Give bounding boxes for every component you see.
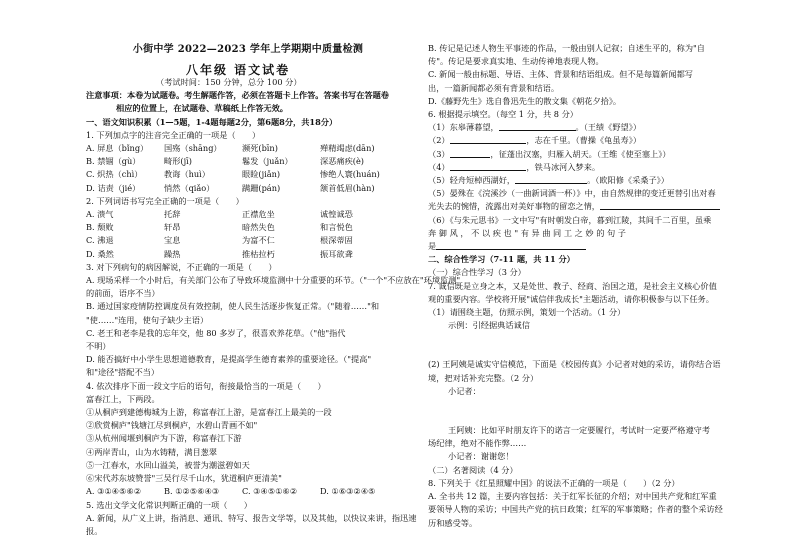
question-6-items bbox=[428, 121, 740, 187]
question-5-option-b: B. 传记是记述人物生平事迹的作品，一般由别人记叙；自述生平的，称为"自 bbox=[428, 43, 705, 53]
option-cell: 暗然失色 bbox=[242, 222, 275, 233]
question-4-option: D. ①⑥③②④⑤ bbox=[320, 486, 376, 497]
fill-blank-suffix: ，志在千里。（曹操《龟虽寿》） bbox=[526, 135, 642, 146]
option-cell: 殚精竭虑(dān) bbox=[320, 143, 375, 154]
question-8: 8. 下列关于《红星照耀中国》的说法不正确的一项是（ ）（2 分） bbox=[428, 477, 680, 488]
option-cell: 惨绝人寰(huán) bbox=[320, 169, 380, 180]
question-3-line: 的前面，语序不当） bbox=[86, 288, 160, 299]
answer-blank[interactable] bbox=[450, 161, 527, 171]
option-cell: 鬈发（juǎn） bbox=[242, 156, 293, 167]
option-cell: B. 禁锢（gù） bbox=[86, 156, 141, 167]
question-6-item-6-end: 是 bbox=[428, 240, 740, 253]
option-cell: 轩昂 bbox=[164, 222, 181, 233]
section-1-heading: 一、语文知识积累（1—5题，1-4题每题2分，第6题8分，共18分） bbox=[86, 116, 338, 127]
question-4-sentence: ②欣赏桐庐"钱塘江尽到桐庐，水碧山青画不如" bbox=[86, 420, 258, 431]
fill-blank-item bbox=[428, 161, 740, 174]
answer-blank[interactable] bbox=[450, 148, 491, 158]
fill-blank-item bbox=[428, 174, 740, 187]
question-6-item-6: （6）《与朱元思书》一文中写"有时朝发白帝，暮到江陵，其间千二百里，虽乘 bbox=[428, 214, 712, 225]
question-4: 4. 依次排序下面一段文字后的语句，衔接最恰当的一项是（ ） bbox=[86, 380, 326, 391]
option-cell: 教诲（huì） bbox=[164, 169, 210, 180]
question-7-2: (2) 王阿姨是诚实守信模范，下面是《校园传真》小记者对她的采访，请你结合语 bbox=[428, 359, 721, 370]
fill-blank-item bbox=[428, 121, 740, 134]
question-7-1-example: 示例：引经据典话诚信 bbox=[448, 320, 530, 331]
fill-blank-prefix: （2） bbox=[428, 135, 450, 146]
question-5-option-d: D.《藤野先生》选自鲁迅先生的散文集《朝花夕拾》。 bbox=[428, 95, 622, 106]
answer-blank[interactable] bbox=[499, 121, 576, 131]
question-4-sentence: ⑥宋代苏东坡赞誉"三吴行尽千山水，犹道桐庐更清美" bbox=[86, 473, 282, 484]
option-cell: 蹒跚(pán) bbox=[242, 182, 281, 193]
option-cell: C. 炽热（chì） bbox=[86, 169, 143, 180]
fill-blank-prefix: （3） bbox=[428, 148, 450, 159]
notice-line-2: 相应的位置上，在试题卷、草稿纸上作答无效。 bbox=[116, 103, 288, 114]
answer-blank[interactable] bbox=[450, 134, 527, 144]
question-5-option-b-cont: 传"。传记是要求真实地、生动传神地表现人物。 bbox=[428, 56, 604, 67]
question-4-sentence: ③从杭州闻堰到桐庐为下游，称富春江下游 bbox=[86, 433, 242, 444]
question-8-line: A. 全书共 12 篇，主要内容包括：关于红军长征的介绍；对中国共产党和红军重 bbox=[428, 491, 717, 502]
wang-reply: 王阿姨：比如平时朋友许下的诺言一定要履行，考试时一定要严格遵守考 bbox=[448, 425, 711, 436]
option-cell: 濒死(bīn) bbox=[242, 143, 278, 154]
option-row bbox=[86, 155, 398, 168]
option-cell: 振耳欲聋 bbox=[320, 248, 353, 259]
question-3-line: 不明） bbox=[86, 341, 111, 352]
question-1: 1. 下列加点字的注音完全正确的一项是（ ） bbox=[86, 129, 261, 140]
option-row bbox=[86, 142, 398, 155]
option-cell: 正襟危坐 bbox=[242, 209, 275, 220]
question-5-option-a-cont: 报。 bbox=[86, 525, 103, 536]
question-5-option-c: C. 新闻一般由标题、导语、主体、背景和结语组成。但不是每篇新闻都写 bbox=[428, 69, 693, 80]
answer-blank[interactable] bbox=[436, 240, 586, 250]
answer-space[interactable] bbox=[428, 332, 740, 358]
option-cell: D. 诘责（jié） bbox=[86, 182, 141, 193]
question-3-line: "使……"连用，使句子缺少主语） bbox=[86, 314, 209, 325]
option-row bbox=[86, 168, 398, 181]
question-4-option: C. ③④⑤①⑥② bbox=[242, 486, 298, 497]
exam-title: 小街中学 2022—2023 学年上学期期中质量检测 bbox=[132, 44, 364, 55]
option-cell: 深恶痛疾(è) bbox=[320, 156, 364, 167]
right-column bbox=[428, 42, 740, 530]
question-4-sentences bbox=[86, 393, 398, 485]
subsection-2: （二）名著阅读（4 分） bbox=[428, 464, 518, 475]
option-cell: 宝息 bbox=[164, 235, 181, 246]
option-cell: D. 桑然 bbox=[86, 248, 114, 259]
option-cell: 根深蒂固 bbox=[320, 235, 353, 246]
question-8-line: 历和感受等。 bbox=[428, 517, 478, 528]
option-cell: B. 颓败 bbox=[86, 222, 114, 233]
subsection-1: （一）综合性学习（3 分） bbox=[428, 267, 526, 278]
fill-blank-prefix: （4） bbox=[428, 161, 450, 172]
reporter-line: 小记者： bbox=[448, 385, 481, 396]
option-cell: 诚惶诚恐 bbox=[320, 209, 353, 220]
fill-blank-prefix: （5）轻舟短棹西湖好， bbox=[428, 175, 516, 186]
option-cell: 颔首低眉(hàn) bbox=[320, 182, 375, 193]
option-row bbox=[86, 182, 398, 195]
question-4-sentence: ④两岸青山，山为水铸精，满目葱翠 bbox=[86, 446, 218, 457]
answer-blank[interactable] bbox=[600, 200, 720, 210]
option-cell: 畸形(jī) bbox=[164, 156, 192, 167]
question-5: 5. 选出文学文化常识判断正确的一项（ ） bbox=[86, 499, 252, 510]
question-7-line: 观的重要内容。学校将开展"诚信伴我成长"主题活动，请你积极参与以下任务。 bbox=[428, 293, 714, 304]
option-cell: A. 屏息（bǐng） bbox=[86, 143, 149, 154]
option-cell: C. 沸退 bbox=[86, 235, 114, 246]
question-7 bbox=[428, 280, 740, 306]
fill-blank-item bbox=[428, 148, 740, 161]
question-5-option-a: A. 新闻，从广义上讲，指消息、通讯、特写、报告文学等，以及其他，以快议来讲，指迅速 bbox=[86, 512, 417, 523]
question-3-line: C. 老王和老李是我的忘年交，他 80 多岁了，很喜欢养花草。（"他"指代 bbox=[86, 327, 346, 338]
question-4-option: A. ③①④⑤⑥② bbox=[86, 486, 142, 497]
fill-blank-suffix: ，铁马冰河入梦来。 bbox=[526, 161, 601, 172]
fill-blank-suffix: ，征蓬出汉塞，归雁入胡天。（王维《使至塞上》） bbox=[490, 148, 671, 159]
option-cell: 托辞 bbox=[164, 209, 181, 220]
question-7-line: 7. 诚信既是立身之本，又是处世、教子、经商、治国之道，是社会主义核心价值 bbox=[428, 280, 717, 291]
option-cell: 和言悦色 bbox=[320, 222, 353, 233]
question-2: 2. 下列词语书写完全正确的一项是（ ） bbox=[86, 195, 244, 206]
answer-space[interactable] bbox=[428, 398, 740, 424]
exam-info: （考试时间：150 分钟，总分 100 分） bbox=[156, 77, 302, 87]
question-4-option: B. ①②⑤⑥④③ bbox=[164, 486, 220, 497]
question-3-line: 和"途径"搭配不当） bbox=[86, 367, 160, 378]
notice-line-1: 注意事项：本卷为试题卷。考生解题作答，必须在答题卡上作答。答案书写在答题卷 bbox=[86, 90, 389, 101]
fill-blank-suffix: 。（欧阳修《采桑子》） bbox=[587, 175, 669, 186]
question-8-options bbox=[428, 490, 740, 530]
question-4-options bbox=[86, 485, 398, 498]
wang-reply-cont: 场纪律，绝对不能作弊…… bbox=[428, 438, 527, 449]
question-1-options bbox=[86, 142, 398, 195]
option-row bbox=[86, 221, 398, 234]
option-row bbox=[86, 234, 398, 247]
question-6-item-6-cont: 奔 御 风 ， 不 以 疾 也 " 有 异 曲 同 工 之 妙 的 句 子 bbox=[428, 227, 626, 238]
question-6-item-5-cont: 光失去的惋惜，流露出对美好事物的留恋之情， bbox=[428, 200, 740, 213]
question-7-2-cont: 境，把对话补充完整。（2 分） bbox=[428, 372, 539, 383]
question-3-options bbox=[86, 274, 461, 380]
question-2-options bbox=[86, 208, 398, 261]
fill-blank-item bbox=[428, 134, 740, 147]
question-3-line: D. 能否搞好中小学生思想道德教育，是提高学生德育素养的重要途径。（"提高" bbox=[86, 354, 372, 365]
option-row bbox=[86, 248, 398, 261]
fill-blank-suffix: 。（王绩《野望》） bbox=[575, 122, 642, 133]
question-4-sentence: 富春江上，下两段。 bbox=[86, 393, 160, 404]
option-cell: 悄然（qiǎo） bbox=[164, 182, 215, 193]
option-row bbox=[86, 208, 398, 221]
question-7-1: （1）请围绕主题，仿照示例，策划一个活动。（1 分） bbox=[428, 307, 626, 318]
question-4-sentence: ①从桐庐到建德梅城为上游，称富春江上游，是富春江上最美的一段 bbox=[86, 407, 332, 418]
option-cell: 眼睑(jiǎn) bbox=[242, 169, 281, 180]
option-cell: 国殇（shāng） bbox=[164, 143, 222, 154]
question-3-line: A. 现场采样一个小时后，有关部门公布了导致环境监测中十分重要的环节。（"一个"不应放在"环境监测" bbox=[86, 275, 461, 286]
question-3: 3. 对下列病句的病因解说，不正确的一项是（ ） bbox=[86, 261, 277, 272]
question-3-line: B. 通过国家疫情防控调度员有效控制，使人民生活逐步恢复正常。（"随着……"和 bbox=[86, 301, 380, 312]
option-cell: 为富不仁 bbox=[242, 235, 275, 246]
reporter-thanks: 小记者：谢谢您！ bbox=[448, 451, 514, 462]
question-6: 6. 根据提示填空。（每空 1 分，共 8 分） bbox=[428, 109, 578, 120]
question-8-line: 要领导人物的采访；中国共产党的抗日政策；红军的军事策略；作者的整个采访经 bbox=[428, 504, 723, 515]
answer-blank[interactable] bbox=[515, 174, 587, 184]
question-5-option-c-cont: 出，一篇新闻都必须有背景和结语。 bbox=[428, 82, 560, 93]
option-cell: 躁热 bbox=[164, 248, 181, 259]
exam-subtitle: 八年级 语文试卷 bbox=[186, 63, 291, 77]
option-cell: A. 溃气 bbox=[86, 209, 114, 220]
option-cell: 推枯拉朽 bbox=[242, 248, 275, 259]
question-6-item-5: （5）晏殊在《浣溪沙（一曲新词酒一杯）》中，由自然规律的变迁更替引出对春 bbox=[428, 188, 716, 199]
fill-blank-prefix: （1）东皋薄暮望， bbox=[428, 122, 499, 133]
question-4-sentence: ⑤一江春水，水回山溢美，被誉为潮滋碧如天 bbox=[86, 459, 250, 470]
section-2-heading: 二、综合性学习（7-11 题，共 11 分） bbox=[428, 254, 575, 265]
